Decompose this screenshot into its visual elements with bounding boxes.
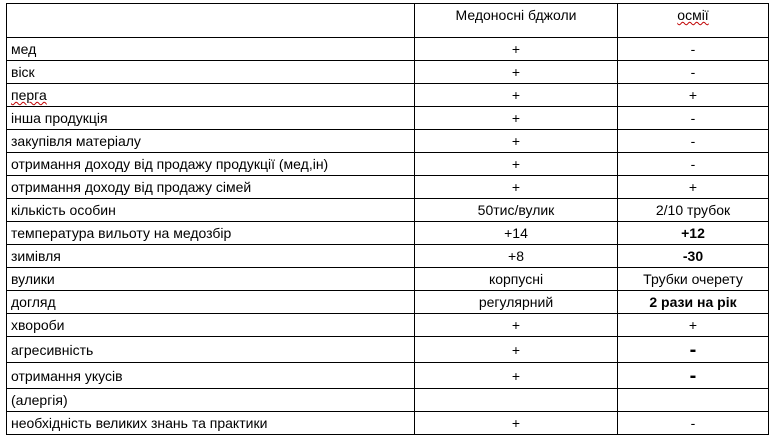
osmia-value: - xyxy=(618,38,769,61)
honeybee-value: +8 xyxy=(415,245,618,268)
row-label: кількість особин xyxy=(7,199,415,222)
honeybee-value: + xyxy=(415,61,618,84)
row-label: отримання доходу від продажу продукції (мед,ін) xyxy=(7,153,415,176)
row-label: необхідність великих знань та практики xyxy=(7,412,415,435)
osmia-value: + xyxy=(618,84,769,107)
honeybee-value: 50тис/вулик xyxy=(415,199,618,222)
table-row xyxy=(7,222,769,245)
row-label: закупівля матеріалу xyxy=(7,130,415,153)
honeybee-value: + xyxy=(415,153,618,176)
osmia-value: - xyxy=(618,107,769,130)
row-label-text: перга xyxy=(11,87,47,103)
table-row xyxy=(7,61,769,84)
osmia-value xyxy=(618,389,769,412)
osmia-value: - xyxy=(618,412,769,435)
row-label: агресивність xyxy=(7,337,415,363)
row-label: інша продукція xyxy=(7,107,415,130)
row-label: зимівля xyxy=(7,245,415,268)
table-row xyxy=(7,176,769,199)
table-row xyxy=(7,130,769,153)
honeybee-value: + xyxy=(415,337,618,363)
row-label: (алергія) xyxy=(7,389,415,412)
row-label: температура вильоту на медозбір xyxy=(7,222,415,245)
honeybee-value: + xyxy=(415,107,618,130)
honeybee-value xyxy=(415,389,618,412)
header-cell-honeybees: Медоносні бджоли xyxy=(415,4,618,38)
row-label: вулики xyxy=(7,268,415,291)
row-label: отримання укусів xyxy=(7,363,415,389)
osmia-value: - xyxy=(618,61,769,84)
honeybee-value: + xyxy=(415,84,618,107)
table-row xyxy=(7,314,769,337)
honeybee-value: + xyxy=(415,412,618,435)
header-cell-feature xyxy=(7,4,415,38)
osmia-value: 2/10 трубок xyxy=(618,199,769,222)
osmia-value: +12 xyxy=(618,222,769,245)
honeybee-value: + xyxy=(415,130,618,153)
honeybee-value: корпусні xyxy=(415,268,618,291)
row-label: мед xyxy=(7,38,415,61)
table-row xyxy=(7,268,769,291)
honeybee-value: + xyxy=(415,38,618,61)
honeybee-value: регулярний xyxy=(415,291,618,314)
osmia-value: - xyxy=(618,363,769,389)
honeybee-value: +14 xyxy=(415,222,618,245)
table-row xyxy=(7,412,769,435)
osmia-value: - xyxy=(618,337,769,363)
comparison-table xyxy=(6,3,769,435)
header-cell-osmia xyxy=(618,4,769,38)
row-label: хвороби xyxy=(7,314,415,337)
table-row xyxy=(7,291,769,314)
row-label: віск xyxy=(7,61,415,84)
osmia-value: + xyxy=(618,314,769,337)
header-row xyxy=(7,4,769,38)
table-row xyxy=(7,363,769,389)
table-row xyxy=(7,337,769,363)
table-row xyxy=(7,245,769,268)
row-label: догляд xyxy=(7,291,415,314)
table-row xyxy=(7,389,769,412)
row-label: отримання доходу від продажу сімей xyxy=(7,176,415,199)
osmia-value: Трубки очерету xyxy=(618,268,769,291)
table-row xyxy=(7,107,769,130)
osmia-value: - xyxy=(618,153,769,176)
osmia-value: + xyxy=(618,176,769,199)
table-row xyxy=(7,84,769,107)
header-osmia-text: осмії xyxy=(677,7,709,23)
honeybee-value: + xyxy=(415,176,618,199)
row-label xyxy=(7,84,415,107)
honeybee-value: + xyxy=(415,363,618,389)
osmia-value: - xyxy=(618,130,769,153)
osmia-value: -30 xyxy=(618,245,769,268)
osmia-value: 2 рази на рік xyxy=(618,291,769,314)
table-row xyxy=(7,199,769,222)
honeybee-value: + xyxy=(415,314,618,337)
table-row xyxy=(7,38,769,61)
table-row xyxy=(7,153,769,176)
